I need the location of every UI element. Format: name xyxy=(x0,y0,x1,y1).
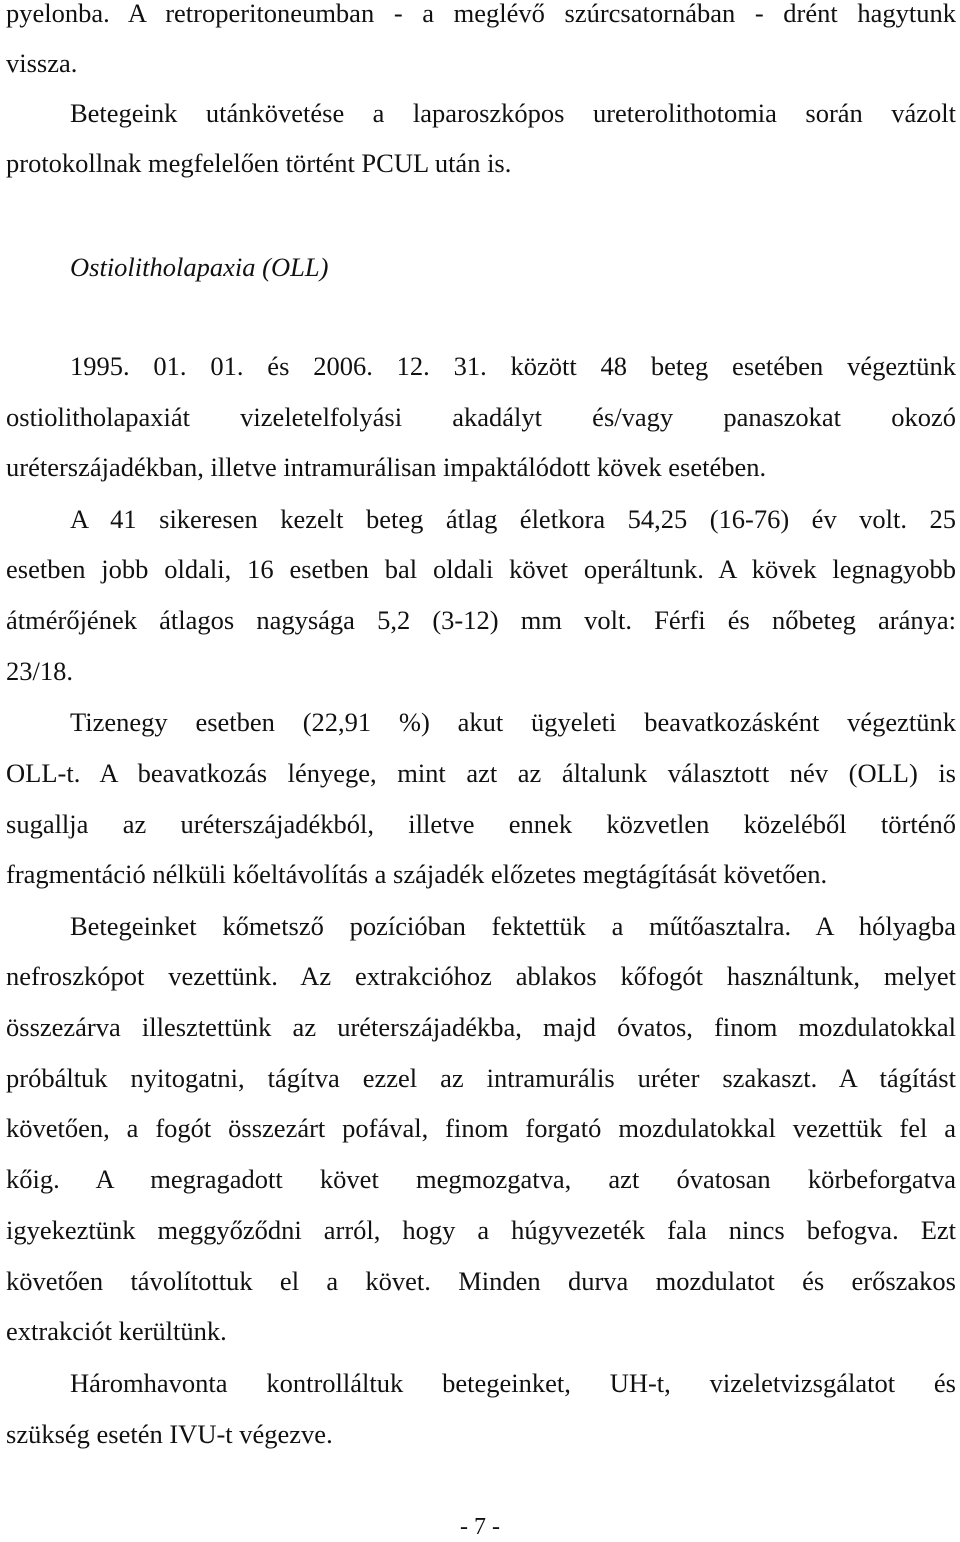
text-line: sugallja az uréterszájadékból, illetve ennek közvetlen közeléből történő xyxy=(6,809,956,839)
text-line: követően, a fogót összezárt pofával, finom forgató mozdulatokkal vezettük fel a xyxy=(6,1113,956,1143)
text-line: Háromhavonta kontrolláltuk betegeinket, UH-t, vizeletvizsgálatot és xyxy=(70,1368,956,1398)
text-line: nefroszkópot vezettünk. Az extrakcióhoz ablakos kőfogót használtunk, melyet xyxy=(6,961,956,991)
text-line: OLL-t. A beavatkozás lényege, mint azt az általunk választott név (OLL) is xyxy=(6,758,956,788)
text-line: próbáltuk nyitogatni, tágítva ezzel az intramurális uréter szakaszt. A tágítást xyxy=(6,1063,956,1093)
text-line: pyelonba. A retroperitoneumban - a meglévő szúrcsatornában - drént hagytunk xyxy=(6,0,956,28)
text-line: átmérőjének átlagos nagysága 5,2 (3-12) mm volt. Férfi és nőbeteg aránya: xyxy=(6,605,956,635)
text-line: követően távolítottuk el a követ. Minden durva mozdulatot és erőszakos xyxy=(6,1266,956,1296)
text-line: igyekeztünk meggyőződni arról, hogy a húgyvezeték fala nincs befogva. Ezt xyxy=(6,1215,956,1245)
text-line: ostiolitholapaxiát vizeletelfolyási akadályt és/vagy panaszokat okozó xyxy=(6,402,956,432)
section-heading: Ostiolitholapaxia (OLL) xyxy=(70,252,329,282)
text-line: 1995. 01. 01. és 2006. 12. 31. között 48 beteg esetében végeztünk xyxy=(70,351,956,381)
page-number: - 7 - xyxy=(460,1514,500,1540)
text-line: A 41 sikeresen kezelt beteg átlag életkora 54,25 (16-76) év volt. 25 xyxy=(70,504,956,534)
text-line: Betegeink utánkövetése a laparoszkópos ureterolithotomia során vázolt xyxy=(70,98,956,128)
text-line: összezárva illesztettünk az uréterszájadékba, majd óvatos, finom mozdulatokkal xyxy=(6,1012,956,1042)
text-line: esetben jobb oldali, 16 esetben bal oldali követ operáltunk. A kövek legnagyobb xyxy=(6,554,956,584)
text-line: kőig. A megragadott követ megmozgatva, azt óvatosan körbeforgatva xyxy=(6,1164,956,1194)
text-line: vissza. xyxy=(6,48,78,78)
text-line: extrakciót kerültünk. xyxy=(6,1316,227,1346)
text-line: protokollnak megfelelően történt PCUL után is. xyxy=(6,148,512,178)
text-line: fragmentáció nélküli kőeltávolítás a szájadék előzetes megtágítását követően. xyxy=(6,859,828,889)
text-line: szükség esetén IVU-t végezve. xyxy=(6,1419,333,1449)
text-line: 23/18. xyxy=(6,656,73,686)
text-line: uréterszájadékban, illetve intramurálisan impaktálódott kövek esetében. xyxy=(6,452,767,482)
text-line: Tizenegy esetben (22,91 %) akut ügyeleti beavatkozásként végeztünk xyxy=(70,707,956,737)
text-line: Betegeinket kőmetsző pozícióban fektettük a műtőasztalra. A hólyagba xyxy=(70,911,956,941)
